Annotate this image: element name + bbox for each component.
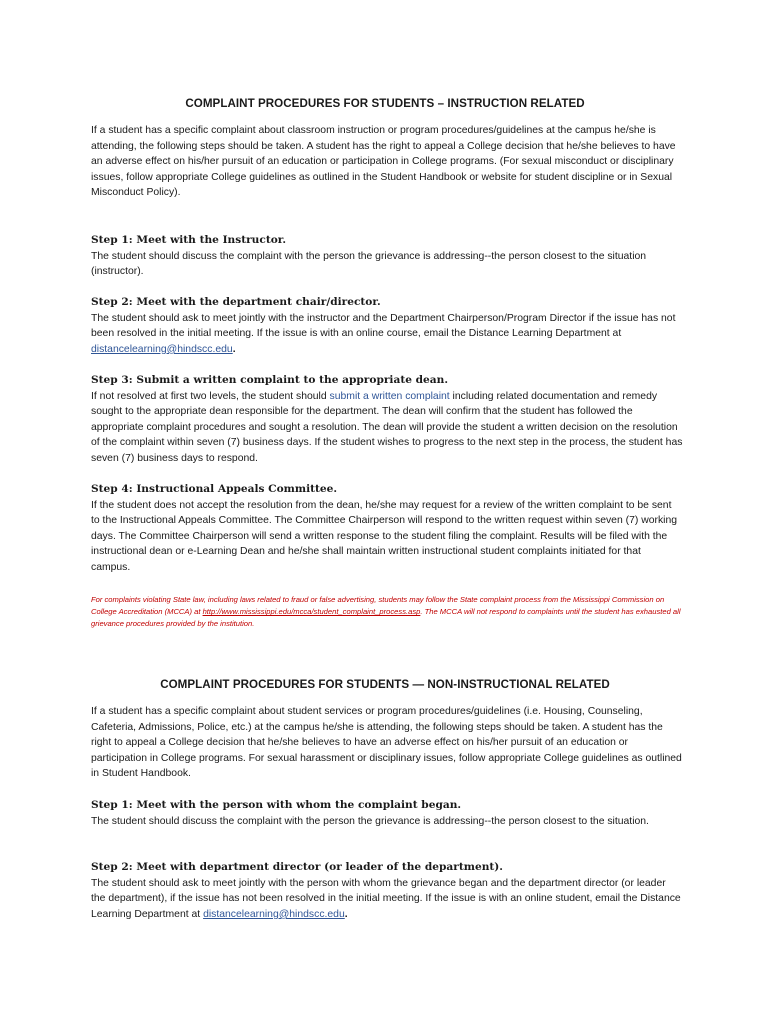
section1-step3-body <box>91 389 683 467</box>
state-note-pre: For complaints violating State law, including laws related to fraud or false advertising, students may follow the State complaint process from the Mississippi Commission on College Accreditation (MCCA) at <box>91 595 665 617</box>
section2-intro-block <box>91 704 683 782</box>
section1-intro: If a student has a specific complaint about classroom instruction or program procedures/guidelines at the campus he/she is attending, the following steps should be taken. A student has the right to appeal a College decision that he/she believes to have an adverse effect on his/her pursuit of an education or participation in College programs. (For sexual misconduct or disciplinary issues, follow appropriate College guidelines as outlined in the Student Handbook or website for student discipline or in Sexual Misconduct Policy). <box>91 125 676 199</box>
section1-intro-block <box>91 123 683 201</box>
section1-step2-body <box>91 311 683 358</box>
section2-step2-text: The student should ask to meet jointly with the person with whom the grievance began and the department director (or leader the department), if the issue has not been resolved in the initial meeting. If the issue is with an online student, email the Distance Learning Department at <box>91 877 681 920</box>
distance-learning-email-link[interactable]: distancelearning@hindscc.edu <box>91 343 233 355</box>
section1-step4-body: If the student does not accept the resolution from the dean, he/she may request for a review of the written complaint to be sent to the Instructional Appeals Committee. The Committee Chairperson will respond to the written request within seven (7) working days. The Committee Chairperson will send a written response to the student filing the complaint. Results will be filed with the instructional dean or e-Learning Dean and he/she shall maintain written instructional student complaints initiated for that campus. <box>91 499 677 573</box>
section1-step1 <box>91 233 683 280</box>
section1-step4-heading: Step 4: Instructional Appeals Committee. <box>91 483 338 495</box>
section1-step2 <box>91 295 683 357</box>
section2-intro: If a student has a specific complaint about student services or program procedures/guidelines (i.e. Housing, Counseling, Cafeteria, Admissions, Police, etc.) at the campus he/she is attending, the following steps should be taken. A student has the right to appeal a College decision that he/she believes to have an adverse effect on his/her pursuit of an education or participation in College programs. For sexual harassment or disciplinary issues, follow appropriate College guidelines as outlined in Student Handbook. <box>91 706 682 780</box>
section1-step3-pre: If not resolved at first two levels, the student should <box>91 390 330 402</box>
state-complaint-note <box>91 594 683 631</box>
section1-step2-heading: Step 2: Meet with the department chair/director. <box>91 296 381 308</box>
section2-step1 <box>91 798 683 829</box>
section1-title: COMPLAINT PROCEDURES FOR STUDENTS – INSTRUCTION RELATED <box>185 97 585 110</box>
section2-step2 <box>91 860 683 922</box>
section1-step2-end: . <box>232 343 236 355</box>
section1-step4 <box>91 482 683 576</box>
section2-step1-body: The student should discuss the complaint with the person the grievance is addressing--the person closest to the situation. <box>91 815 649 827</box>
section2-step1-heading: Step 1: Meet with the person with whom the complaint began. <box>91 799 462 811</box>
section1-step3-post: including related documentation and remedy sought to the appropriate dean responsible for the department. The dean will confirm that the student has followed the appropriate complaint procedures and sought a resolution. The dean will provide the student a written decision on the resolution of the complaint within seven (7) business days. If the student wishes to progress to the next step in the process, the student has seven (7) business days to respond. <box>91 390 683 464</box>
mcca-complaint-url-link[interactable]: http://www.mississippi.edu/mcca/student_complaint_process.asp <box>202 607 421 617</box>
section1-step3-heading: Step 3: Submit a written complaint to the appropriate dean. <box>91 374 449 386</box>
submit-written-complaint-link[interactable]: submit a written complaint <box>329 390 450 402</box>
section2-step2-body <box>91 876 683 923</box>
section1-step2-text: The student should ask to meet jointly with the instructor and the Department Chairperson/Program Director if the issue has not been resolved in the initial meeting. If the issue is with an online course, email the Distance Learning Department at <box>91 312 676 340</box>
section2-step2-heading: Step 2: Meet with department director (or leader of the department). <box>91 861 503 873</box>
section2-step2-end: . <box>344 908 348 920</box>
section1-step1-body: The student should discuss the complaint with the person the grievance is addressing--the person closest to the situation (instructor). <box>91 250 647 278</box>
state-note-post: . The MCCA will not respond to complaints until the student has exhausted all grievance procedures provided by the institution. <box>91 607 681 629</box>
distance-learning-email-link-2[interactable]: distancelearning@hindscc.edu <box>203 908 345 920</box>
section1-step1-heading: Step 1: Meet with the Instructor. <box>91 234 287 246</box>
section1-step3 <box>91 373 683 467</box>
section2-title: COMPLAINT PROCEDURES FOR STUDENTS — NON-INSTRUCTIONAL RELATED <box>160 678 610 691</box>
